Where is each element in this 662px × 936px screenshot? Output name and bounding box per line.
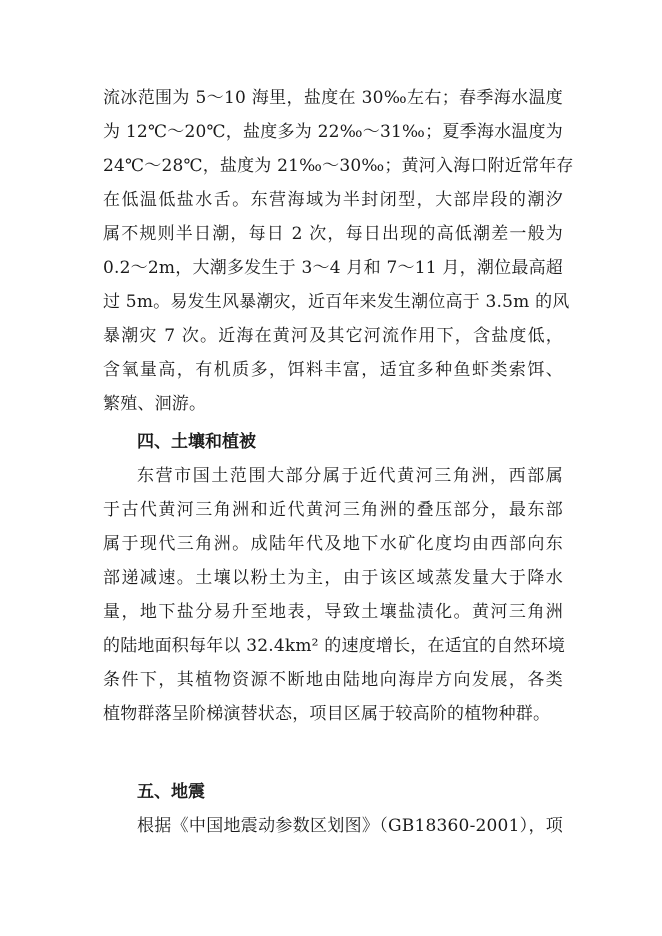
section-heading-earthquake: 五、地震	[137, 782, 205, 802]
paragraph-line: 繁殖、洄游。	[103, 394, 207, 414]
paragraph-line: 部递减速。土壤以粉土为主，由于该区域蒸发量大于降水	[103, 568, 563, 588]
paragraph-line: 含氧量高，有机质多，饵料丰富，适宜多种鱼虾类索饵、	[103, 360, 563, 380]
paragraph-line: 属不规则半日潮，每日 2 次，每日出现的高低潮差一般为	[103, 224, 563, 244]
paragraph-line: 暴潮灾 7 次。近海在黄河及其它河流作用下，含盐度低，	[103, 326, 563, 346]
paragraph-line: 24℃～28℃，盐度为 21‰～30‰；黄河入海口附近常年存	[103, 156, 574, 176]
paragraph-line: 条件下，其植物资源不断地由陆地向海岸方向发展，各类	[103, 670, 563, 690]
paragraph-line: 0.2～2m，大潮多发生于 3～4 月和 7～11 月，潮位最高超	[103, 258, 563, 278]
paragraph-line: 的陆地面积每年以 32.4km² 的速度增长，在适宜的自然环境	[103, 636, 566, 656]
paragraph-line: 东营市国土范围大部分属于近代黄河三角洲，西部属	[137, 466, 563, 486]
paragraph-line: 量，地下盐分易升至地表，导致土壤盐渍化。黄河三角洲	[103, 602, 563, 622]
paragraph-line: 流冰范围为 5～10 海里，盐度在 30‰左右；春季海水温度	[103, 88, 563, 108]
paragraph-line: 为 12℃～20℃，盐度多为 22‰～31‰；夏季海水温度为	[103, 122, 563, 142]
paragraph-line: 根据《中国地震动参数区划图》（GB18360-2001），项	[137, 816, 563, 836]
paragraph-line: 属于现代三角洲。成陆年代及地下水矿化度均由西部向东	[103, 534, 563, 554]
paragraph-line: 于古代黄河三角洲和近代黄河三角洲的叠压部分，最东部	[103, 500, 563, 520]
paragraph-line: 在低温低盐水舌。东营海域为半封闭型，大部岸段的潮汐	[103, 190, 563, 210]
paragraph-line: 植物群落呈阶梯演替状态，项目区属于较高阶的植物种群。	[103, 704, 551, 724]
paragraph-line: 过 5m。易发生风暴潮灾，近百年来发生潮位高于 3.5m 的风	[103, 292, 570, 312]
section-heading-soil-vegetation: 四、土壤和植被	[137, 432, 256, 452]
